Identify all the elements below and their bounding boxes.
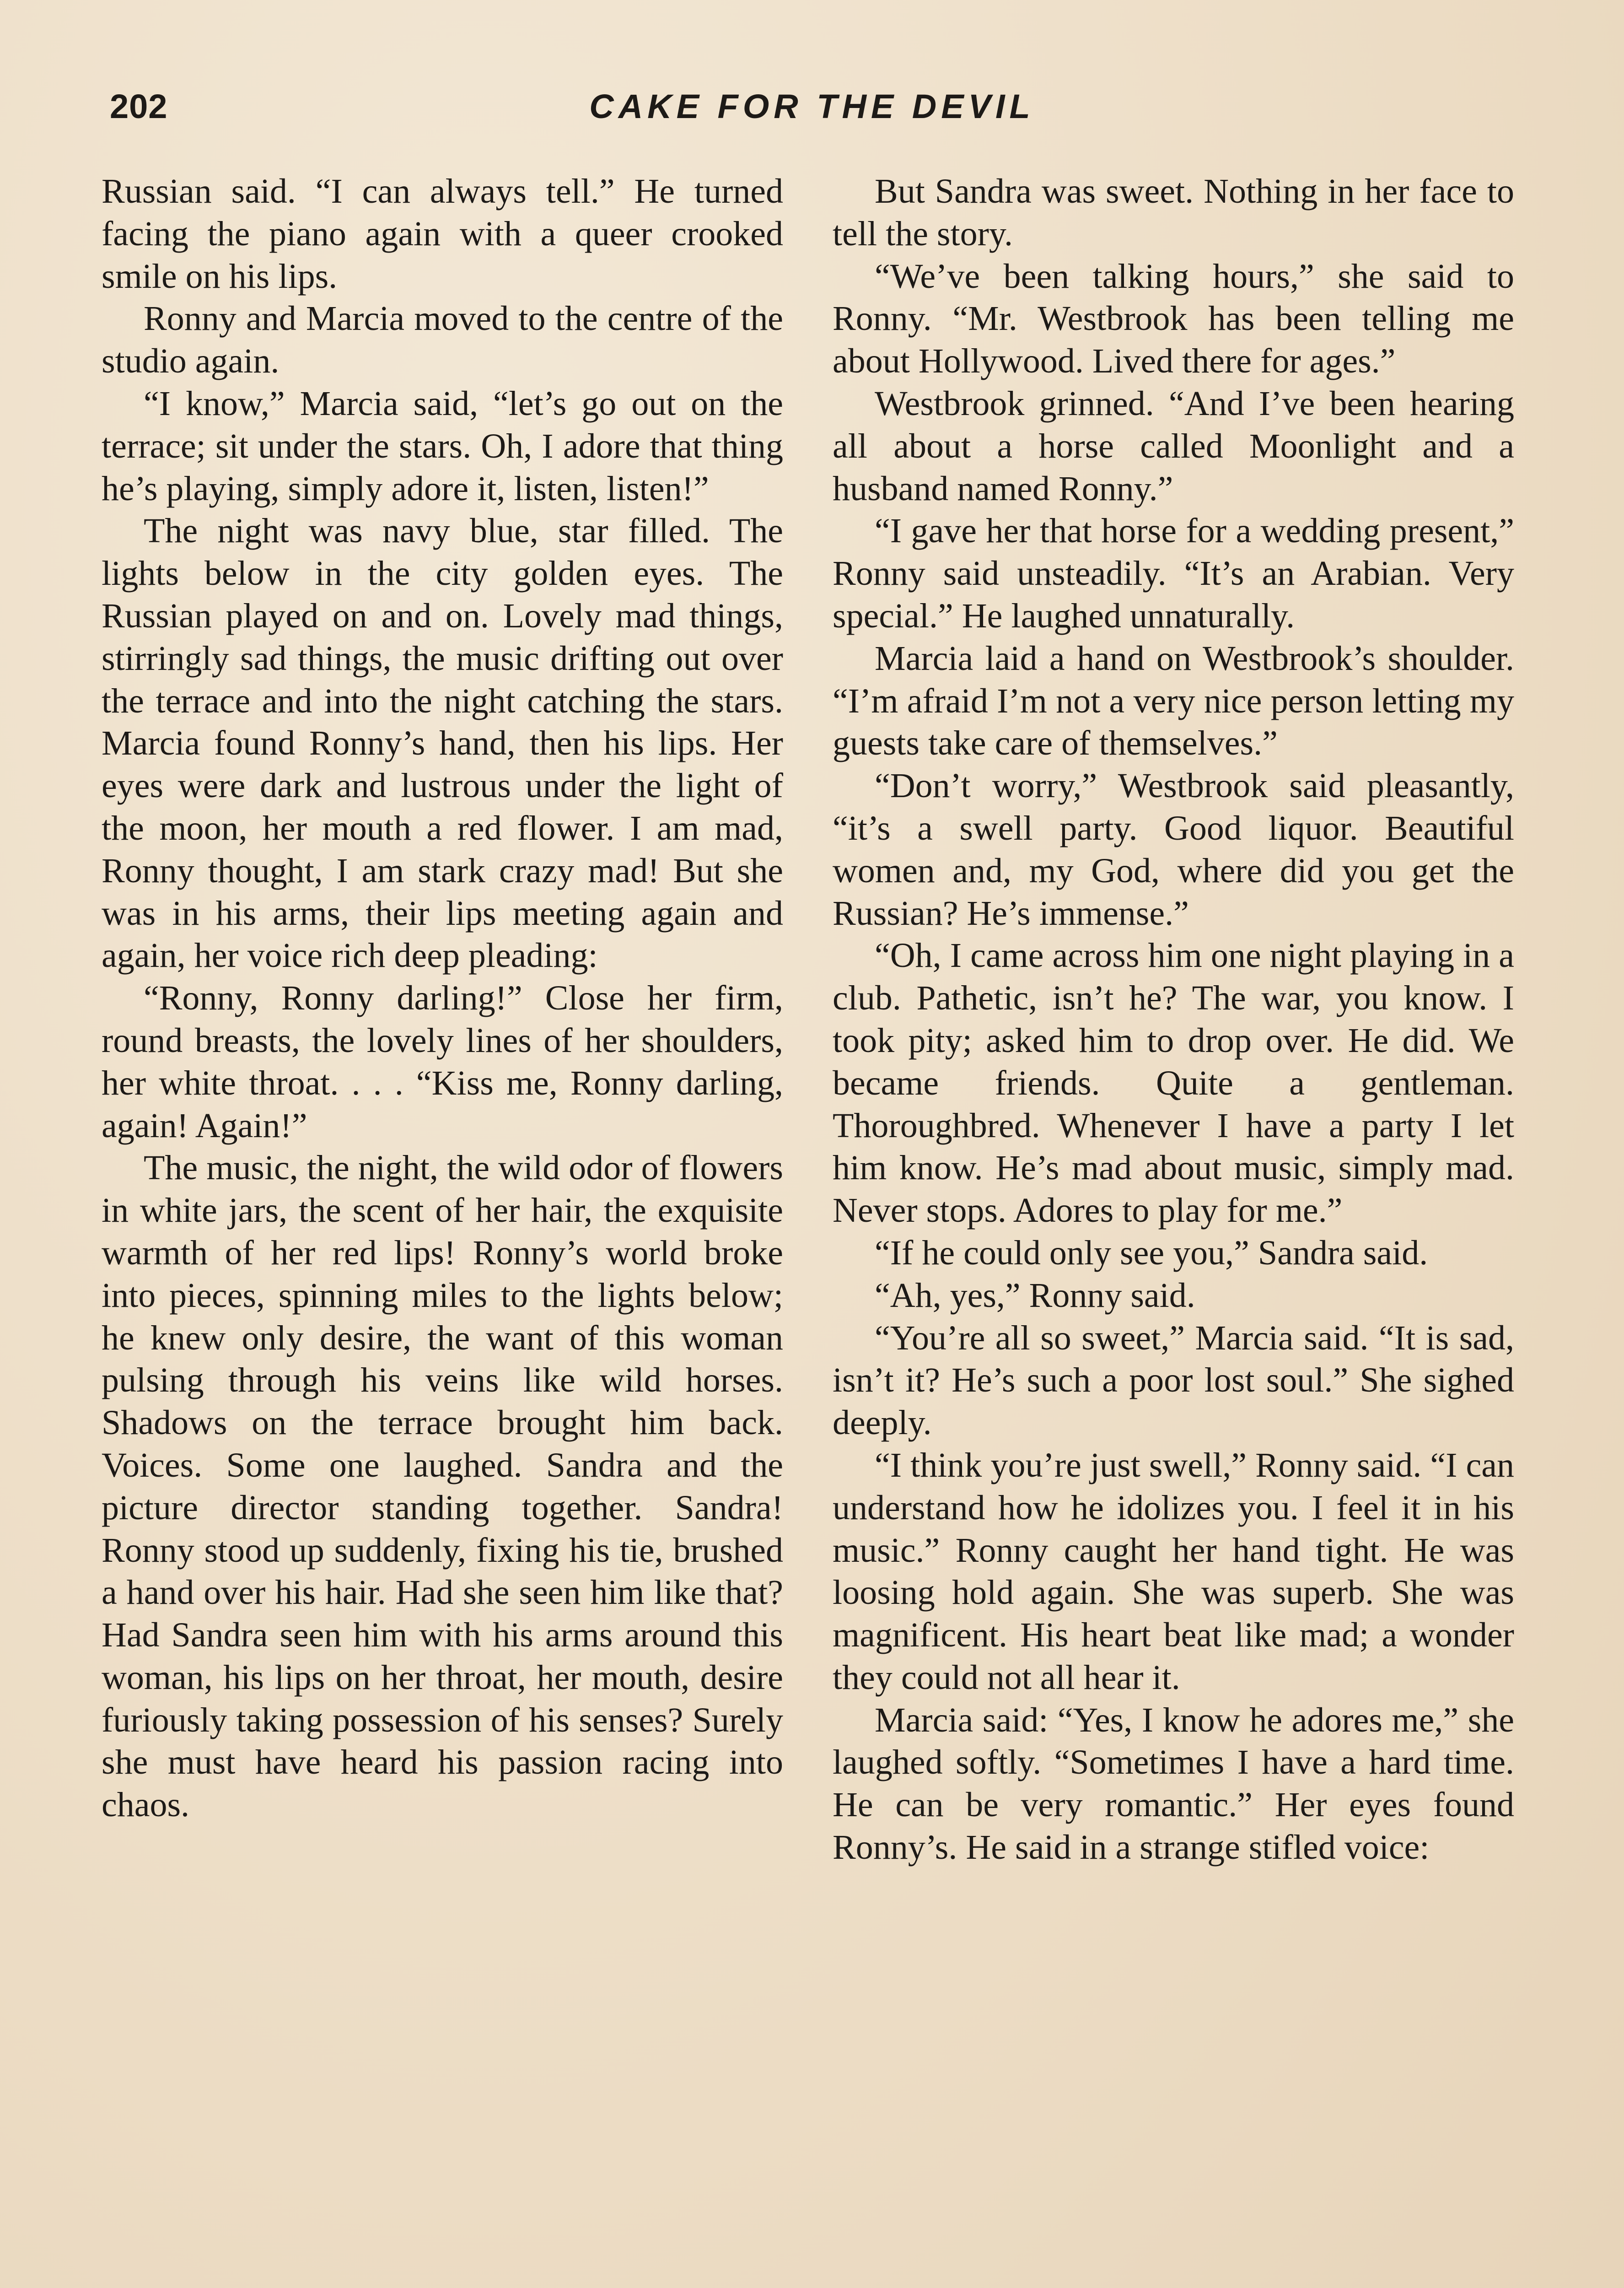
paragraph: Russian said. “I can always tell.” He turned facing the piano again with a queer crooked smile on his lips.	[102, 172, 783, 296]
paragraph: Ronny and Marcia moved to the centre of the studio again.	[102, 299, 783, 381]
paragraph: “I know,” Marcia said, “let’s go out on the terrace; sit under the stars. Oh, I adore that thing he’s playing, simply adore it, listen, listen!”	[102, 384, 783, 508]
paragraph: The music, the night, the wild odor of flowers in white jars, the scent of her hair, the exquisite warmth of her red lips! Ronny’s world broke into pieces, spinning miles to the lights below; he knew only desire, the want of this woman pulsing through his veins like wild horses. Shadows on the terrace brought him back. Voices. Some one laughed. Sandra and the picture director standing together. Sandra! Ronny stood up suddenly, fixing his tie, brushed a hand over his hair. Had she seen him like that? Had Sandra seen him with his arms around this woman, his lips on her throat, her mouth, desire furiously taking possession of his senses? Surely she must have heard his passion racing into chaos.	[102, 1149, 783, 1824]
page-number: 202	[110, 87, 168, 125]
paragraph: “I gave her that horse for a wedding present,” Ronny said unsteadily. “It’s an Arabian. Very special.” He laughed unnaturally.	[833, 512, 1514, 635]
paragraph: But Sandra was sweet. Nothing in her face to tell the story.	[833, 172, 1514, 253]
paragraph: “Don’t worry,” Westbrook said pleasantly, “it’s a swell party. Good liquor. Beautiful women and, my God, where did you get the Russian? He’s immense.”	[833, 766, 1514, 933]
right-column	[833, 170, 1514, 1869]
page-header	[110, 87, 1514, 137]
paragraph: “If he could only see you,” Sandra said.	[875, 1233, 1428, 1272]
paragraph: “Ah, yes,” Ronny said.	[875, 1276, 1195, 1315]
paragraph: “I think you’re just swell,” Ronny said. “I can understand how he idolizes you. I feel it in his music.” Ronny caught her hand tight. He was loosing hold again. She was superb. She was magnificent. His heart beat like mad; a wonder they could not all hear it.	[833, 1446, 1514, 1697]
paragraph: “We’ve been talking hours,” she said to Ronny. “Mr. Westbrook has been telling me about Hollywood. Lived there for ages.”	[833, 257, 1514, 381]
paragraph: “You’re all so sweet,” Marcia said. “It is sad, isn’t it? He’s such a poor lost soul.” She sighed deeply.	[833, 1318, 1514, 1442]
paragraph: Marcia said: “Yes, I know he adores me,” she laughed softly. “Sometimes I have a hard time. He can be very romantic.” Her eyes found Ronny’s. He said in a strange stifled voice:	[833, 1700, 1514, 1867]
running-title: CAKE FOR THE DEVIL	[589, 87, 1035, 125]
paragraph: “Ronny, Ronny darling!” Close her firm, round breasts, the lovely lines of her shoulders, her white throat. . . . “Kiss me, Ronny darling, again! Again!”	[102, 979, 783, 1145]
paragraph: “Oh, I came across him one night playing in a club. Pathetic, isn’t he? The war, you know. I took pity; asked him to drop over. He did. We became friends. Quite a gentleman. Thoroughbred. Whenever I have a party I let him know. He’s mad about music, simply mad. Never stops. Adores to play for me.”	[833, 936, 1514, 1230]
paragraph: The night was navy blue, star filled. The lights below in the city golden eyes. The Russian played on and on. Lovely mad things, stirringly sad things, the music drifting out over the terrace and into the night catching the stars. Marcia found Ronny’s hand, then his lips. Her eyes were dark and lustrous under the light of the moon, her mouth a red flower. I am mad, Ronny thought, I am stark crazy mad! But she was in his arms, their lips meeting again and again, her voice rich deep pleading:	[102, 512, 783, 975]
paragraph: Westbrook grinned. “And I’ve been hearing all about a horse called Moonlight and a husband named Ronny.”	[833, 384, 1514, 508]
left-column	[102, 170, 783, 1826]
paragraph: Marcia laid a hand on Westbrook’s shoulder. “I’m afraid I’m not a very nice person letting my guests take care of themselves.”	[833, 639, 1514, 763]
